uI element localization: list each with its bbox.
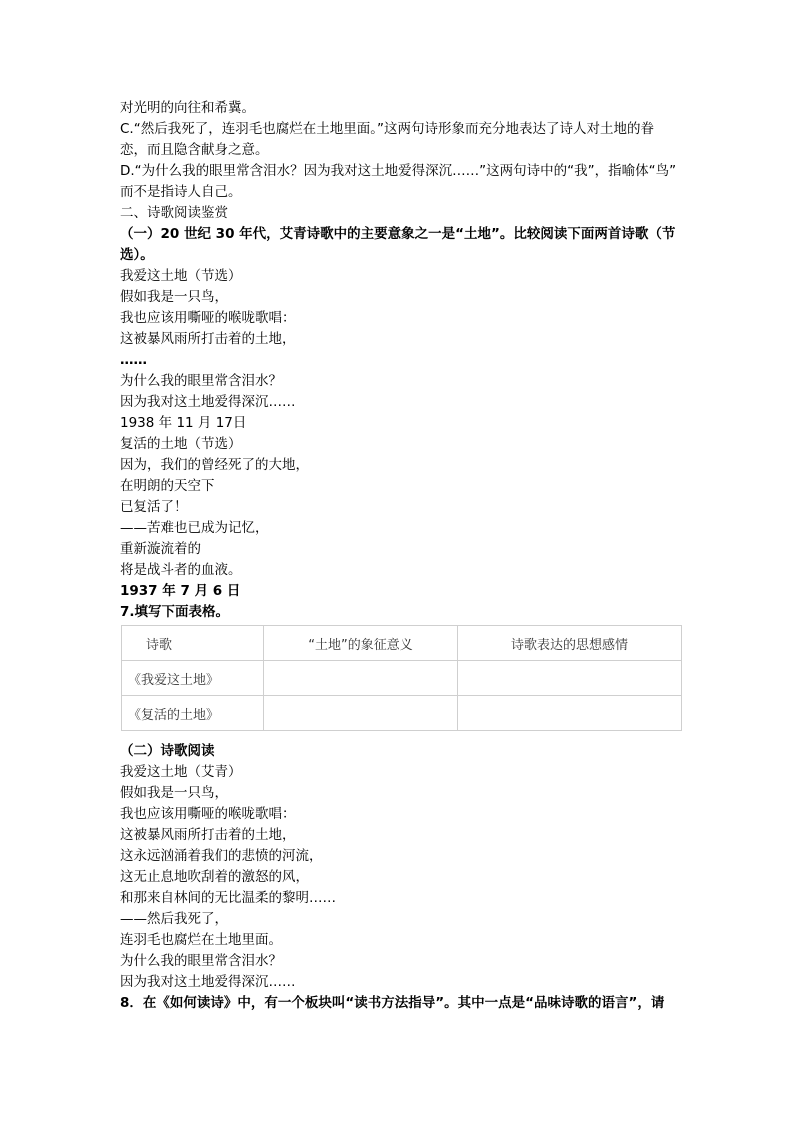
poem-line: 因为，我们的曾经死了的大地， [120,457,309,473]
question-8: 8．在《如何读诗》中，有一个板块叫“读书方法指导”。其中一点是“品味诗歌的语言”，请 [120,995,665,1011]
poem-line: 这被暴风雨所打击着的土地， [120,827,296,843]
poem-line: 因为我对这土地爱得深沉…… [120,394,296,410]
answer-cell[interactable] [458,661,682,696]
text-line: 恋，而且隐含献身之意。 [120,142,269,158]
text-line: 而不是指诗人自己。 [120,184,242,200]
poem1-date: 1938 年 11 月 17日 [120,415,247,431]
answer-cell[interactable] [458,696,682,731]
poem1-title: 我爱这土地（节选） [120,268,242,284]
table-row [122,696,682,731]
poem-line: 已复活了！ [120,499,188,515]
poem2-date: 1937 年 7 月 6 日 [120,583,241,599]
subsection-heading: （二）诗歌阅读 [120,743,215,759]
poem-line: 为什么我的眼里常含泪水？ [120,953,282,969]
answer-cell[interactable] [264,696,458,731]
question-7: 7.填写下面表格。 [120,604,230,620]
subsection-intro: （一）20 世纪 30 年代，艾青诗歌中的主要意象之一是“土地”。比较阅读下面两首诗歌（节 [120,226,676,242]
table-header-row [122,626,682,661]
option-c: C.“然后我死了，连羽毛也腐烂在土地里面。”这两句诗形象而充分地表达了诗人对土地的眷 [120,121,654,137]
poem-ellipsis: …… [120,352,147,368]
poem-line: ——苦难也已成为记忆， [120,520,269,536]
poem-line: 在明朗的天空下 [120,478,215,494]
table-header: “土地”的象征意义 [264,626,458,661]
subsection-intro-cont: 选）。 [120,247,154,263]
section-heading: 二、诗歌阅读鉴赏 [120,205,228,221]
option-d: D.“为什么我的眼里常含泪水？因为我对这土地爱得深沉……”这两句诗中的“我”，指喻体“鸟” [120,163,677,179]
table-header: 诗歌表达的思想感情 [458,626,682,661]
poem-line: 连羽毛也腐烂在土地里面。 [120,932,282,948]
poem2-title: 复活的土地（节选） [120,436,242,452]
poem-line: 我也应该用嘶哑的喉咙歌唱： [120,806,296,822]
poem-line: 我也应该用嘶哑的喉咙歌唱： [120,310,296,326]
poem-line: 这被暴风雨所打击着的土地， [120,331,296,347]
table-cell: 《我爱这土地》 [122,661,264,696]
poem-line: 假如我是一只鸟， [120,785,228,801]
answer-table [121,625,682,731]
poem-line: 重新漩流着的 [120,541,201,557]
answer-cell[interactable] [264,661,458,696]
table-cell: 《复活的土地》 [122,696,264,731]
poem-line: 这永远汹涌着我们的悲愤的河流， [120,848,323,864]
poem-line: 因为我对这土地爱得深沉…… [120,974,296,990]
table-row [122,661,682,696]
poem-line: 和那来自林间的无比温柔的黎明…… [120,890,336,906]
poem-line: 假如我是一只鸟， [120,289,228,305]
table-header: 诗歌 [122,626,264,661]
poem-line: ——然后我死了， [120,911,228,927]
poem-line: 这无止息地吹刮着的激怒的风， [120,869,309,885]
poem-line: 将是战斗者的血液。 [120,562,242,578]
poem3-title: 我爱这土地（艾青） [120,764,242,780]
text-line: 对光明的向往和希冀。 [120,100,255,116]
poem-line: 为什么我的眼里常含泪水？ [120,373,282,389]
